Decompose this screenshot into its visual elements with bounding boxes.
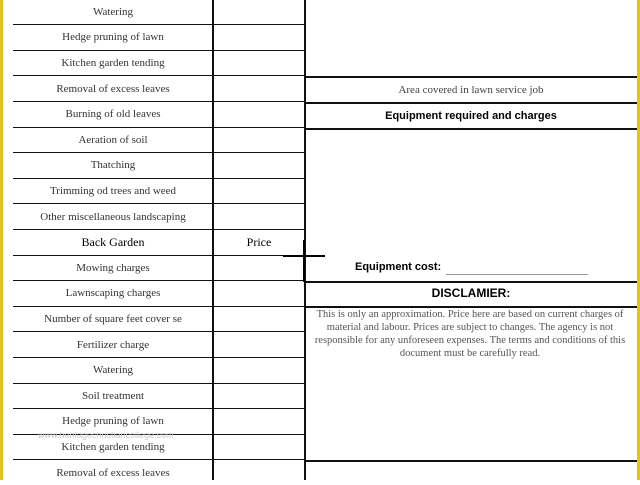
left-border bbox=[0, 0, 3, 480]
service-label: Removal of excess leaves bbox=[56, 82, 170, 95]
service-label: Kitchen garden tending bbox=[61, 56, 165, 69]
service-label: Aeration of soil bbox=[78, 133, 148, 146]
price-cell[interactable] bbox=[213, 51, 305, 76]
table-row bbox=[13, 459, 305, 485]
price-cell[interactable] bbox=[213, 409, 305, 434]
price-cell[interactable] bbox=[213, 384, 305, 409]
price-column-divider bbox=[212, 0, 214, 480]
service-label: Fertilizer charge bbox=[76, 338, 150, 351]
service-label: Removal of excess leaves bbox=[56, 466, 170, 479]
crosshair-vertical bbox=[303, 240, 305, 282]
price-cell[interactable] bbox=[213, 460, 305, 485]
table-row bbox=[13, 127, 305, 153]
table-row bbox=[13, 203, 305, 229]
price-cell[interactable]: Price bbox=[246, 234, 272, 249]
disclaimer-title: DISCLAMIER: bbox=[431, 286, 511, 300]
table-row bbox=[13, 152, 305, 178]
service-label: Trimming od trees and weed bbox=[49, 184, 177, 197]
service-label: Hedge pruning of lawn bbox=[62, 31, 164, 44]
service-label: Hedge pruning of lawn bbox=[62, 415, 164, 428]
price-cell[interactable] bbox=[213, 307, 305, 332]
bottom-divider bbox=[305, 460, 637, 462]
price-cell[interactable] bbox=[213, 153, 305, 178]
price-cell[interactable] bbox=[213, 128, 305, 153]
service-label: Kitchen garden tending bbox=[61, 440, 165, 453]
price-cell[interactable] bbox=[213, 102, 305, 127]
table-row bbox=[13, 178, 305, 204]
price-cell[interactable] bbox=[213, 204, 305, 229]
table-row bbox=[13, 50, 305, 76]
service-label: Thatching bbox=[90, 159, 136, 172]
equipment-cost-divider bbox=[305, 281, 637, 283]
price-cell[interactable] bbox=[213, 76, 305, 101]
service-label: Lawnscaping charges bbox=[65, 287, 161, 300]
price-cell[interactable] bbox=[213, 332, 305, 357]
table-row bbox=[13, 75, 305, 101]
price-cell[interactable] bbox=[213, 358, 305, 383]
table-row bbox=[13, 383, 305, 409]
crosshair-horizontal bbox=[283, 255, 325, 257]
price-cell[interactable] bbox=[213, 281, 305, 306]
equipment-cost-label: Equipment cost: bbox=[355, 261, 442, 273]
price-cell[interactable] bbox=[213, 0, 305, 24]
price-cell[interactable] bbox=[213, 435, 305, 460]
area-covered-label: Area covered in lawn service job bbox=[398, 83, 544, 96]
price-cell[interactable] bbox=[213, 179, 305, 204]
equipment-cost-field[interactable] bbox=[446, 274, 588, 275]
equipment-title: Equipment required and charges bbox=[385, 109, 557, 122]
service-label: Soil treatment bbox=[81, 389, 144, 402]
watermark: www.heritagechristiancollege.com bbox=[38, 430, 174, 440]
service-label: Burning of old leaves bbox=[65, 108, 161, 121]
price-cell[interactable] bbox=[213, 256, 305, 281]
disclaimer-text: This is only an approximation. Price here are based on current charges of material and labour. Prices are subject to changes. The agency is not responsible for any unforeseen expenses. The terms and conditions of this document must be carefully read. bbox=[314, 309, 626, 359]
table-row bbox=[13, 306, 305, 332]
service-label: Back Garden bbox=[81, 234, 145, 249]
price-cell[interactable] bbox=[213, 25, 305, 50]
service-label: Watering bbox=[92, 5, 134, 18]
table-row bbox=[13, 255, 305, 281]
table-row bbox=[13, 331, 305, 357]
table-row bbox=[13, 229, 305, 255]
table-row bbox=[13, 24, 305, 50]
table-row bbox=[13, 101, 305, 127]
equipment-divider bbox=[305, 128, 637, 130]
service-label: Watering bbox=[92, 364, 134, 377]
service-label: Other miscellaneous landscaping bbox=[40, 210, 186, 223]
table-row bbox=[13, 280, 305, 306]
table-row bbox=[13, 0, 305, 24]
service-label: Number of square feet cover se bbox=[44, 312, 182, 325]
table-row bbox=[13, 357, 305, 383]
service-label: Mowing charges bbox=[76, 261, 150, 274]
